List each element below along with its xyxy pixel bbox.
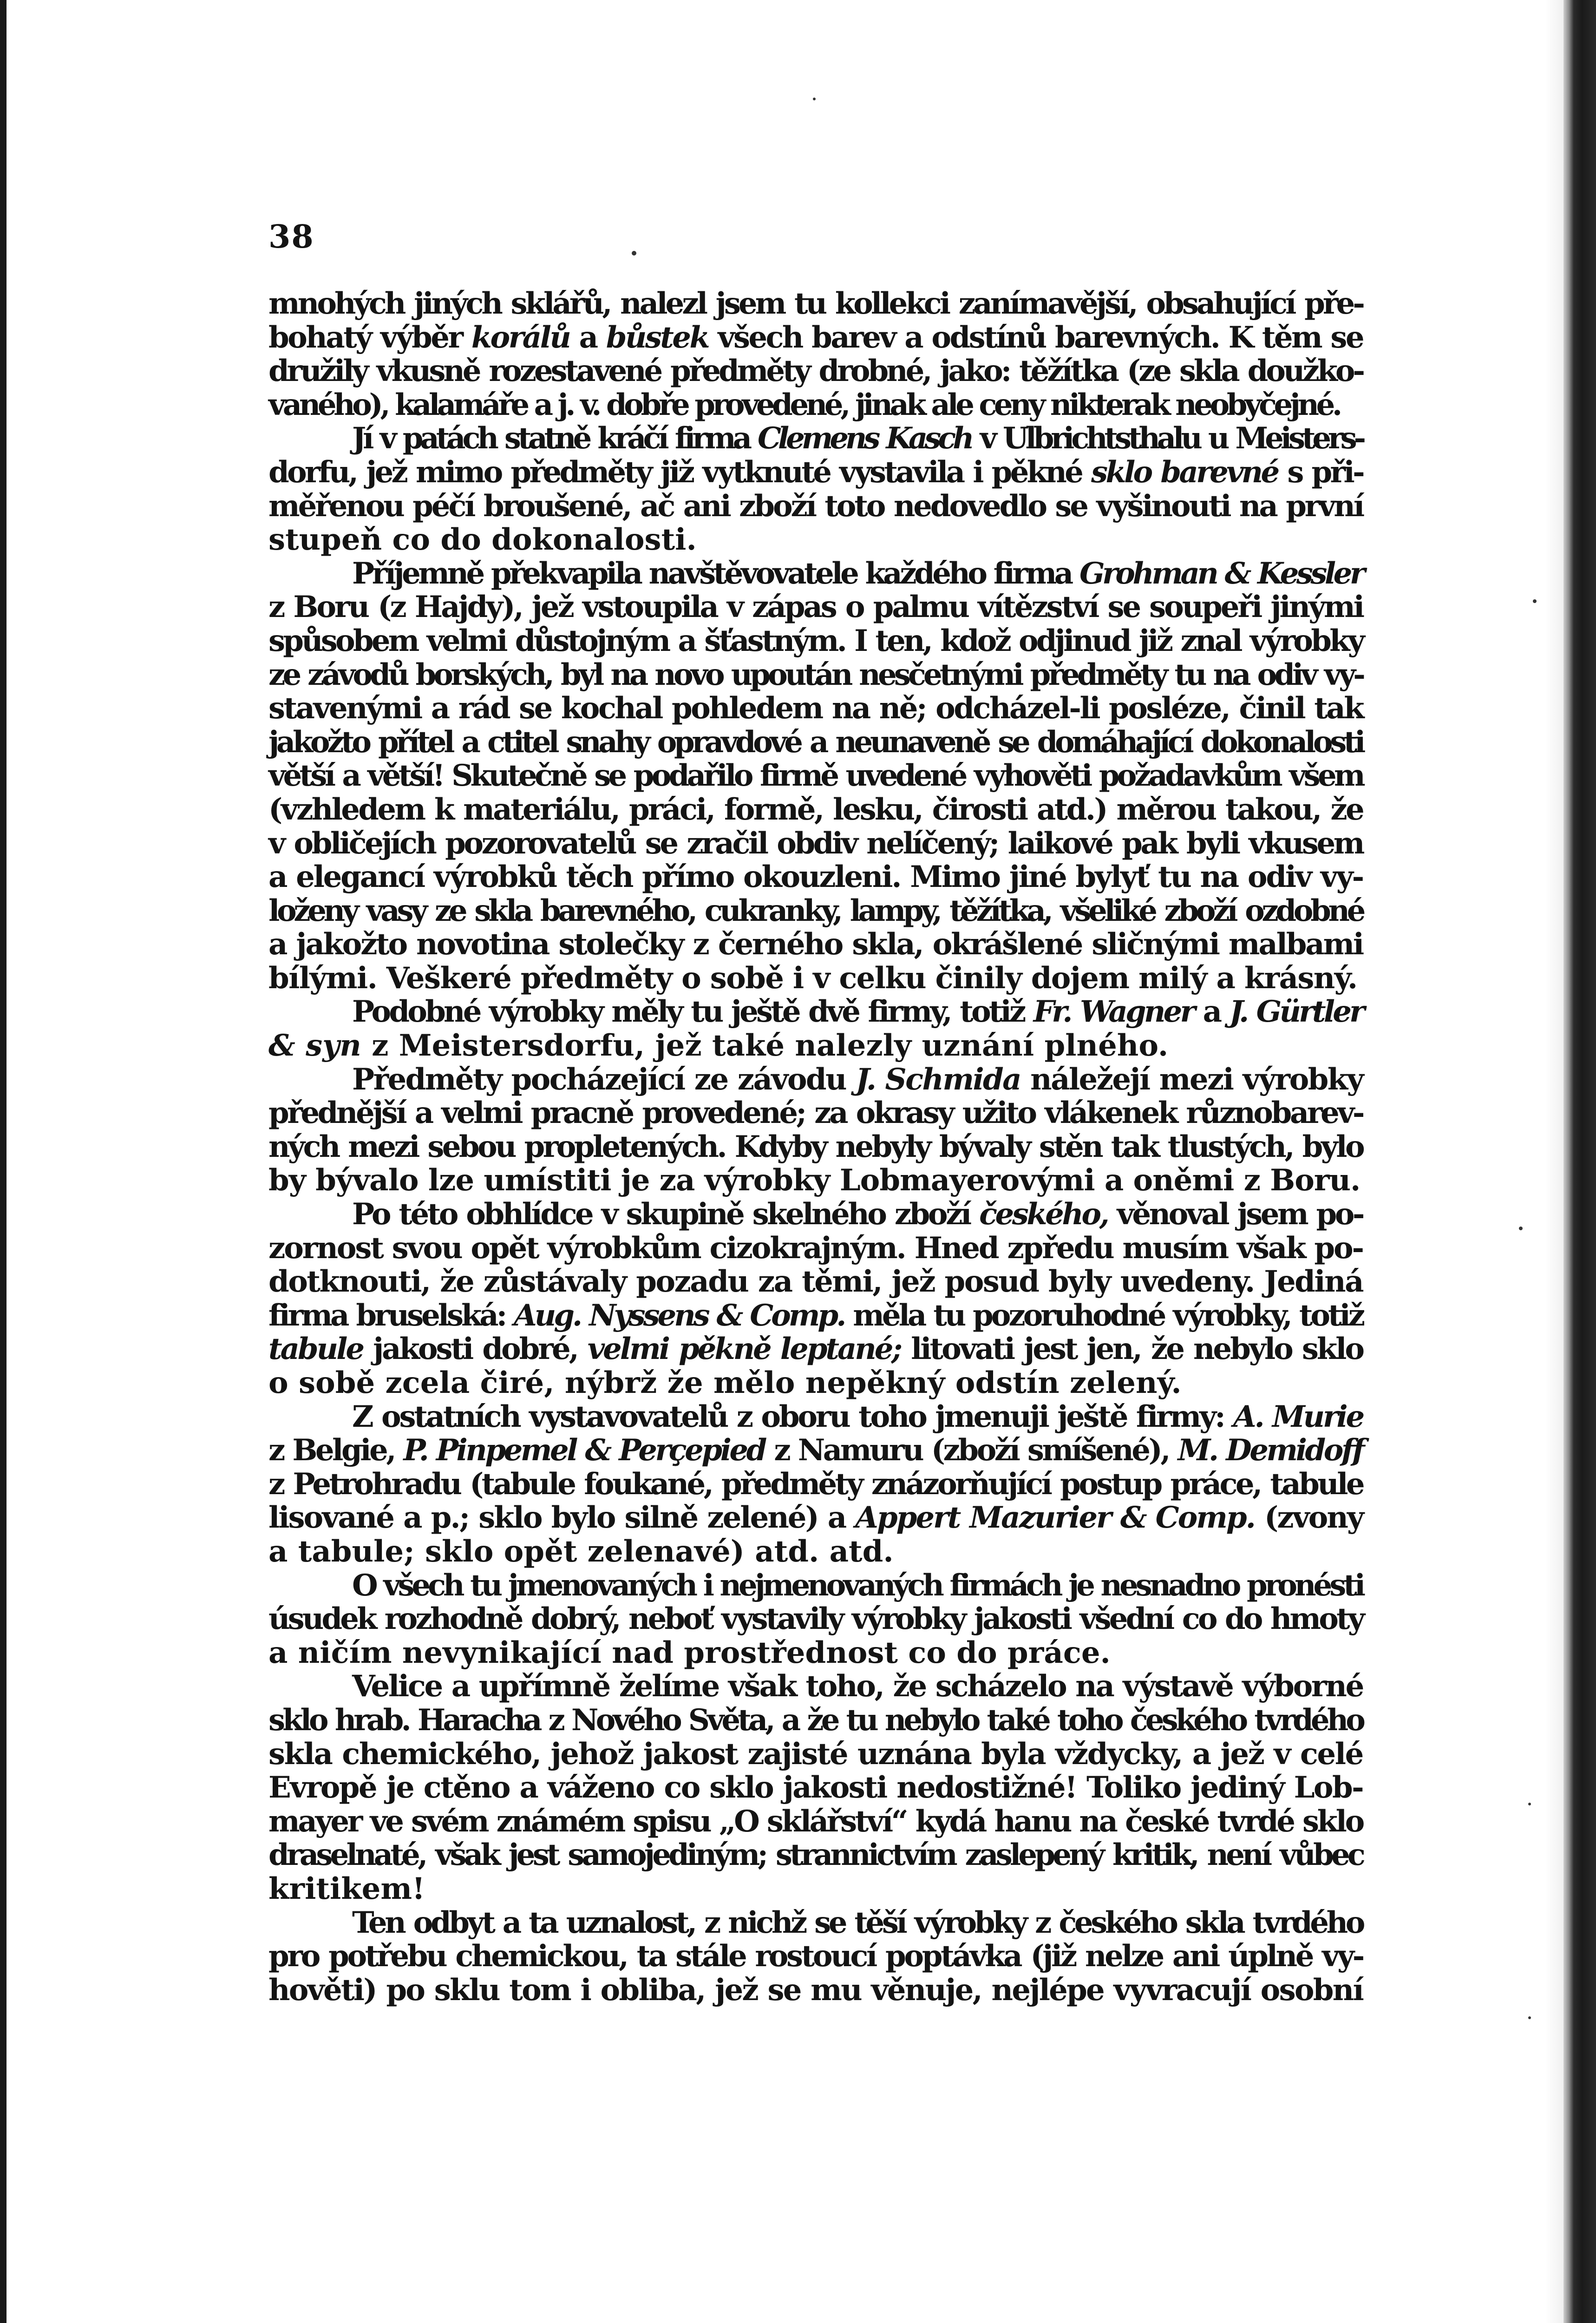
text-run: zornost svou opět výrobkům cizokrajným. Hned zpředu musím však po- bbox=[268, 1230, 1363, 1266]
text-run: a bbox=[569, 320, 606, 355]
text-line bbox=[268, 962, 1363, 996]
text-line bbox=[268, 1400, 1363, 1434]
text-line bbox=[268, 354, 1363, 388]
text-line bbox=[268, 1468, 1363, 1502]
italic-text: P. Pinpemel & Perçepied bbox=[403, 1433, 765, 1468]
scan-speck bbox=[1519, 1227, 1523, 1230]
italic-text: J. Schmida bbox=[856, 1062, 1020, 1097]
text-run: lisované a p.; sklo bylo silně zelené) a bbox=[268, 1500, 856, 1536]
text-line bbox=[268, 1906, 1363, 1940]
text-line bbox=[268, 1232, 1363, 1266]
text-line bbox=[268, 1805, 1363, 1839]
text-line bbox=[268, 624, 1363, 658]
text-run: z Belgie, bbox=[268, 1433, 404, 1468]
text-line bbox=[268, 759, 1363, 793]
text-line bbox=[268, 1501, 1363, 1535]
text-run: dorfu, jež mimo předměty již vytknuté vystavila i pěkné bbox=[268, 454, 1091, 490]
text-line bbox=[268, 1130, 1363, 1164]
text-line bbox=[268, 490, 1363, 524]
body-text bbox=[268, 287, 1363, 2007]
text-line bbox=[268, 1332, 1363, 1366]
text-run: přednější a velmi pracně provedené; za okrasy užito vlákenek různobarev- bbox=[268, 1096, 1363, 1131]
italic-text: sklo barevné bbox=[1091, 454, 1278, 490]
scan-shadow bbox=[1545, 0, 1563, 2323]
text-line bbox=[268, 557, 1363, 591]
text-line bbox=[268, 928, 1363, 962]
text-run: z Petrohradu (tabule foukané, předměty znázorňující postup práce, tabule bbox=[268, 1466, 1363, 1502]
text-run: Podobné výrobky měly tu ještě dvě firmy, totiž bbox=[352, 994, 1033, 1030]
scan-border-right bbox=[1563, 0, 1596, 2323]
text-run: Jí v patách statně kráčí firma bbox=[352, 421, 758, 456]
text-run: litovati jest jen, že nebylo sklo bbox=[901, 1332, 1363, 1367]
text-run: stavenými a rád se kochal pohledem na ně; odcházel-li posléze, činil tak bbox=[268, 691, 1363, 726]
text-line bbox=[268, 793, 1363, 827]
scan-speck bbox=[1533, 599, 1537, 603]
text-line bbox=[268, 1535, 1363, 1569]
text-run: Velice a upřímně želíme však toho, že scházelo na výstavě výborné bbox=[352, 1669, 1363, 1704]
text-run: (zvony bbox=[1254, 1500, 1363, 1536]
italic-text: velmi pěkně leptané; bbox=[587, 1332, 901, 1367]
italic-text: & syn bbox=[268, 1028, 361, 1063]
text-run: Příjemně překvapila navštěvovatele každého firma bbox=[352, 556, 1079, 591]
text-line bbox=[268, 1569, 1363, 1603]
italic-text: Grohman & Kessler bbox=[1079, 556, 1363, 591]
text-line bbox=[268, 1164, 1363, 1198]
text-line bbox=[268, 995, 1363, 1029]
text-line bbox=[268, 1872, 1363, 1906]
text-run: hověti) po sklu tom i obliba, jež se mu věnuje, nejlépe vyvracují osobní bbox=[268, 1972, 1363, 2008]
text-run: a elegancí výrobků těch přímo okouzleni. Mimo jiné bylyť tu na odiv vy- bbox=[268, 860, 1363, 895]
text-line bbox=[268, 894, 1363, 928]
text-run: v obličejích pozorovatelů se zračil obdiv nelíčený; laikové pak byli vkusem bbox=[268, 826, 1363, 861]
text-run: měla tu pozoruhodné výrobky, totiž bbox=[844, 1298, 1363, 1333]
text-line bbox=[268, 726, 1363, 760]
text-run: ných mezi sebou propletených. Kdyby nebyly bývaly stěn tak tlustých, bylo bbox=[268, 1129, 1363, 1164]
scan-speck bbox=[1528, 1803, 1531, 1805]
text-run: v Ulbrichtsthalu u Meisters- bbox=[971, 421, 1363, 456]
text-run: Evropě je ctěno a váženo co sklo jakosti nedostižné! Toliko jediný Lob- bbox=[268, 1770, 1363, 1805]
scan-border-left bbox=[0, 0, 7, 2323]
text-run: náležejí mezi výrobky bbox=[1020, 1062, 1363, 1097]
italic-text: M. Demidoff bbox=[1177, 1433, 1363, 1468]
text-run: jakožto přítel a ctitel snahy opravdové a neunaveně se domáhající dokonalosti bbox=[268, 724, 1363, 760]
text-run: úsudek rozhodně dobrý, neboť vystavily výrobky jakosti všední co do hmoty bbox=[268, 1601, 1363, 1637]
text-line bbox=[268, 456, 1363, 490]
text-line bbox=[268, 860, 1363, 894]
text-run: mnohých jiných sklářů, nalezl jsem tu kollekci zanímavější, obsahující pře- bbox=[268, 286, 1363, 321]
text-run: kritikem! bbox=[268, 1871, 425, 1906]
text-run: a tabule; sklo opět zelenavé) atd. atd. bbox=[268, 1534, 894, 1569]
text-run: měřenou péčí broušené, ač ani zboží toto nedovedlo se vyšinouti na první bbox=[268, 488, 1363, 524]
text-line bbox=[268, 1940, 1363, 1974]
text-run: a bbox=[1193, 994, 1230, 1030]
italic-text: bůstek bbox=[606, 320, 709, 355]
text-run: z Meistersdorfu, jež také nalezly uznání plného. bbox=[361, 1028, 1169, 1063]
text-line bbox=[268, 1602, 1363, 1636]
text-line bbox=[268, 1366, 1363, 1400]
text-line bbox=[268, 388, 1363, 422]
text-line bbox=[268, 692, 1363, 726]
text-line bbox=[268, 1738, 1363, 1772]
text-run: dotknouti, že zůstávaly pozadu za těmi, jež posud byly uvedeny. Jediná bbox=[268, 1264, 1363, 1299]
text-line bbox=[268, 321, 1363, 355]
text-run: Ten odbyt a ta uznalost, z nichž se těší výrobky z českého skla tvrdého bbox=[352, 1905, 1363, 1940]
text-run: mayer ve svém známém spisu „O sklářství“ kydá hanu na české tvrdé sklo bbox=[268, 1804, 1363, 1839]
text-run: vaného), kalamáře a j. v. dobře provedené, jinak ale ceny nikterak neobyčejné. bbox=[268, 387, 1340, 422]
italic-text: tabule bbox=[268, 1332, 363, 1367]
text-line bbox=[268, 827, 1363, 861]
page-number: 38 bbox=[268, 218, 314, 256]
text-line bbox=[268, 1029, 1363, 1063]
text-run: O všech tu jmenovaných i nejmenovaných firmách je nesnadno pronésti bbox=[352, 1568, 1363, 1603]
text-line bbox=[268, 422, 1363, 456]
text-run: věnoval jsem po- bbox=[1107, 1197, 1363, 1232]
text-line bbox=[268, 1704, 1363, 1738]
text-run: by bývalo lze umístiti je za výrobky Lobmayerovými a oněmi z Boru. bbox=[268, 1163, 1361, 1198]
scan-speck bbox=[632, 251, 636, 256]
italic-text: Clemens Kasch bbox=[758, 421, 971, 456]
text-run: pro potřebu chemickou, ta stále rostoucí poptávka (již nelze ani úplně vy- bbox=[268, 1939, 1363, 1974]
text-line bbox=[268, 591, 1363, 624]
text-run: větší a větší! Skutečně se podařilo firmě uvedené vyhověti požadavkům všem bbox=[268, 758, 1363, 794]
text-run: ze závodů borských, byl na novo upoután nesčetnými předměty tu na odiv vy- bbox=[268, 657, 1363, 692]
italic-text: korálů bbox=[471, 320, 570, 355]
text-line bbox=[268, 287, 1363, 321]
text-line bbox=[268, 1265, 1363, 1299]
scan-speck bbox=[1528, 2016, 1531, 2019]
text-run: z Namuru (zboží smíšené), bbox=[765, 1433, 1178, 1468]
text-run: s při- bbox=[1277, 454, 1363, 490]
text-run: draselnaté, však jest samojediným; strannictvím zaslepený kritik, není vůbec bbox=[268, 1837, 1363, 1873]
text-run: skla chemického, jehož jakost zajisté uznána byla vždycky, a jež v celé bbox=[268, 1736, 1363, 1772]
text-line bbox=[268, 1670, 1363, 1704]
text-run: spůsobem velmi důstojným a šťastným. I ten, kdož odjinud již znal výrobky bbox=[268, 623, 1363, 658]
text-run: sklo hrab. Haracha z Nového Světa, a že tu nebylo také toho českého tvrdého bbox=[268, 1702, 1363, 1738]
text-run: o sobě zcela čiré, nýbrž že mělo nepěkný odstín zelený. bbox=[268, 1365, 1182, 1400]
text-line bbox=[268, 1434, 1363, 1468]
text-run: loženy vasy ze skla barevného, cukranky, lampy, těžítka, všeliké zboží ozdobné bbox=[268, 893, 1363, 928]
text-run: a ničím nevynikající nad prostřednost co do práce. bbox=[268, 1635, 1111, 1670]
text-line bbox=[268, 523, 1363, 557]
scan-speck bbox=[813, 98, 816, 100]
text-line bbox=[268, 658, 1363, 692]
text-run: družily vkusně rozestavené předměty drobné, jako: těžítka (ze skla doužko- bbox=[268, 354, 1363, 389]
text-run: Z ostatních vystavovatelů z oboru toho jmenuji ještě firmy: bbox=[352, 1399, 1234, 1434]
italic-text: českého, bbox=[979, 1197, 1108, 1232]
text-line bbox=[268, 1771, 1363, 1805]
text-line bbox=[268, 1096, 1363, 1130]
italic-text: Fr. Wagner bbox=[1033, 994, 1194, 1030]
text-run: (vzhledem k materiálu, práci, formě, lesku, čirosti atd.) měrou takou, že bbox=[268, 792, 1363, 827]
text-run: všech barev a odstínů barevných. K těm se bbox=[708, 320, 1363, 355]
text-run: firma bruselská: bbox=[268, 1298, 514, 1333]
italic-text: J. Gürtler bbox=[1229, 994, 1363, 1030]
text-line bbox=[268, 1063, 1363, 1097]
text-run: a jakožto novotina stolečky z černého skla, okrášlené sličnými malbami bbox=[268, 927, 1363, 962]
italic-text: Appert Mazurier & Comp. bbox=[855, 1500, 1255, 1536]
text-run: Předměty pocházející ze závodu bbox=[352, 1062, 856, 1097]
text-line bbox=[268, 1636, 1363, 1670]
text-line bbox=[268, 1974, 1363, 2008]
text-run: z Boru (z Hajdy), jež vstoupila v zápas o palmu vítězství se soupeři jinými bbox=[268, 590, 1363, 625]
text-run: bohatý výběr bbox=[268, 320, 471, 355]
text-line bbox=[268, 1838, 1363, 1872]
text-line bbox=[268, 1299, 1363, 1333]
text-line bbox=[268, 1198, 1363, 1232]
text-run: jakosti dobré, bbox=[363, 1332, 588, 1367]
text-run: stupeň co do dokonalosti. bbox=[268, 522, 697, 558]
text-run: Po této obhlídce v skupině skelného zboží bbox=[352, 1197, 980, 1232]
italic-text: Aug. Nyssens & Comp. bbox=[514, 1298, 844, 1333]
text-run: bílými. Veškeré předměty o sobě i v celku činily dojem milý a krásný. bbox=[268, 960, 1357, 996]
italic-text: A. Murie bbox=[1233, 1399, 1363, 1434]
